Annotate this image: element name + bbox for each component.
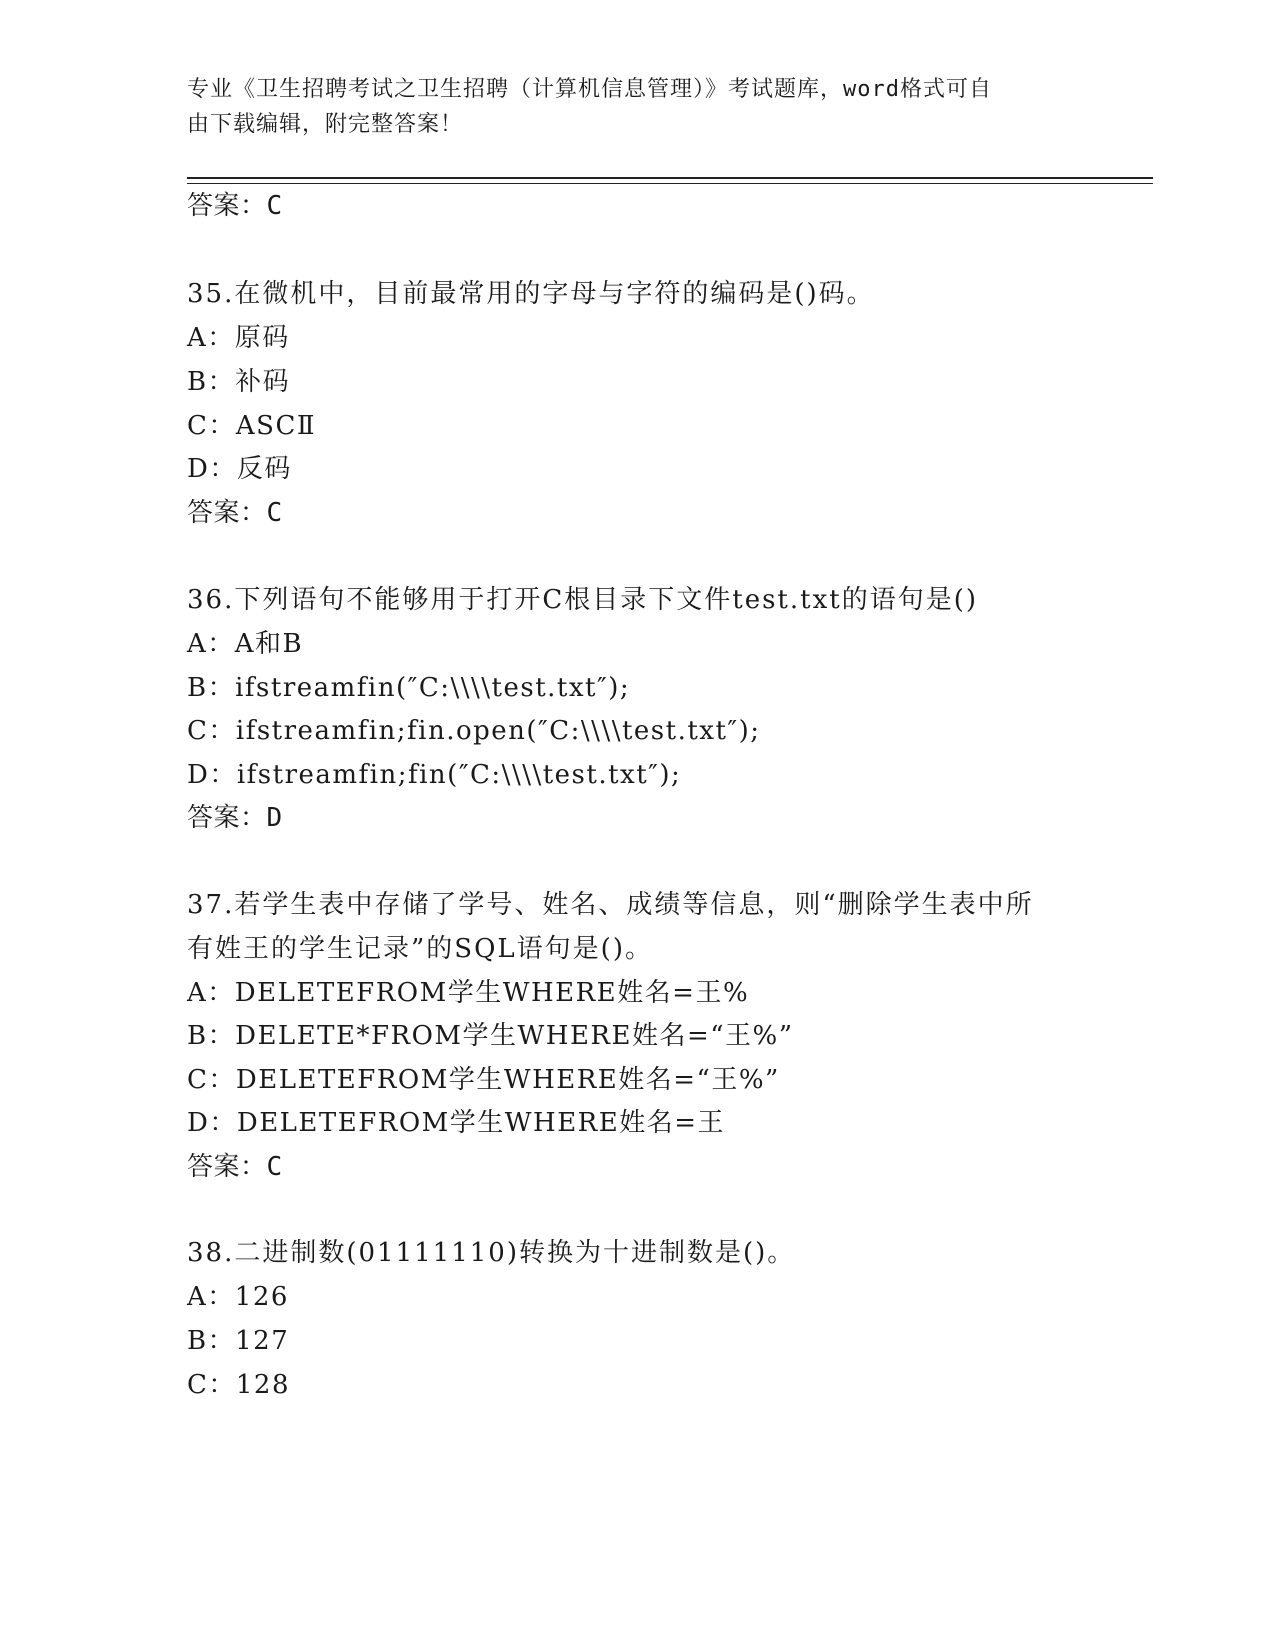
header-line-2: 由下载编辑，附完整答案！ <box>187 112 464 137</box>
question-36-option-a: A：A和B <box>187 629 304 659</box>
question-36-option-c: C：ifstreamfin;fin.open(″C:\\\\test.txt″); <box>187 716 761 746</box>
question-38-option-b: B：127 <box>187 1326 290 1356</box>
question-37-option-c: C：DELETEFROM学生WHERE姓名=“王%” <box>187 1065 780 1095</box>
question-37-stem-line-1: 37.若学生表中存储了学号、姓名、成绩等信息，则“删除学生表中所 <box>187 890 1034 920</box>
question-38-option-a: A：126 <box>187 1282 289 1312</box>
document-header <box>187 72 1087 142</box>
question-35-option-b: B：补码 <box>187 367 291 397</box>
question-37-answer: 答案：C <box>187 1152 283 1182</box>
question-37-option-d: D：DELETEFROM学生WHERE姓名=王 <box>187 1108 726 1138</box>
question-36-answer: 答案：D <box>187 803 283 833</box>
question-35-option-c: C：ASCⅡ <box>187 411 317 441</box>
question-37-option-a: A：DELETEFROM学生WHERE姓名=王% <box>187 978 750 1008</box>
header-rule-thin <box>187 183 1153 184</box>
question-37-option-b: B：DELETE*FROM学生WHERE姓名=“王%” <box>187 1021 794 1051</box>
header-line-1: 专业《卫生招聘考试之卫生招聘（计算机信息管理）》考试题库，word格式可自 <box>187 77 992 102</box>
previous-answer: 答案：C <box>187 191 283 221</box>
question-37-stem-line-2: 有姓王的学生记录”的SQL语句是()。 <box>187 934 653 964</box>
header-rule-thick <box>187 177 1153 179</box>
question-35-option-d: D：反码 <box>187 454 292 484</box>
question-35-answer: 答案：C <box>187 498 283 528</box>
question-35-option-a: A：原码 <box>187 323 290 353</box>
question-36-stem: 36.下列语句不能够用于打开C根目录下文件test.txt的语句是() <box>187 585 978 615</box>
question-38-stem: 38.二进制数(01111110)转换为十进制数是()。 <box>187 1238 796 1268</box>
question-36-option-b: B：ifstreamfin(″C:\\\\test.txt″); <box>187 673 631 703</box>
question-35-stem: 35.在微机中，目前最常用的字母与字符的编码是()码。 <box>187 279 875 309</box>
question-36-option-d: D：ifstreamfin;fin(″C:\\\\test.txt″); <box>187 760 682 790</box>
question-38-option-c: C：128 <box>187 1370 291 1400</box>
